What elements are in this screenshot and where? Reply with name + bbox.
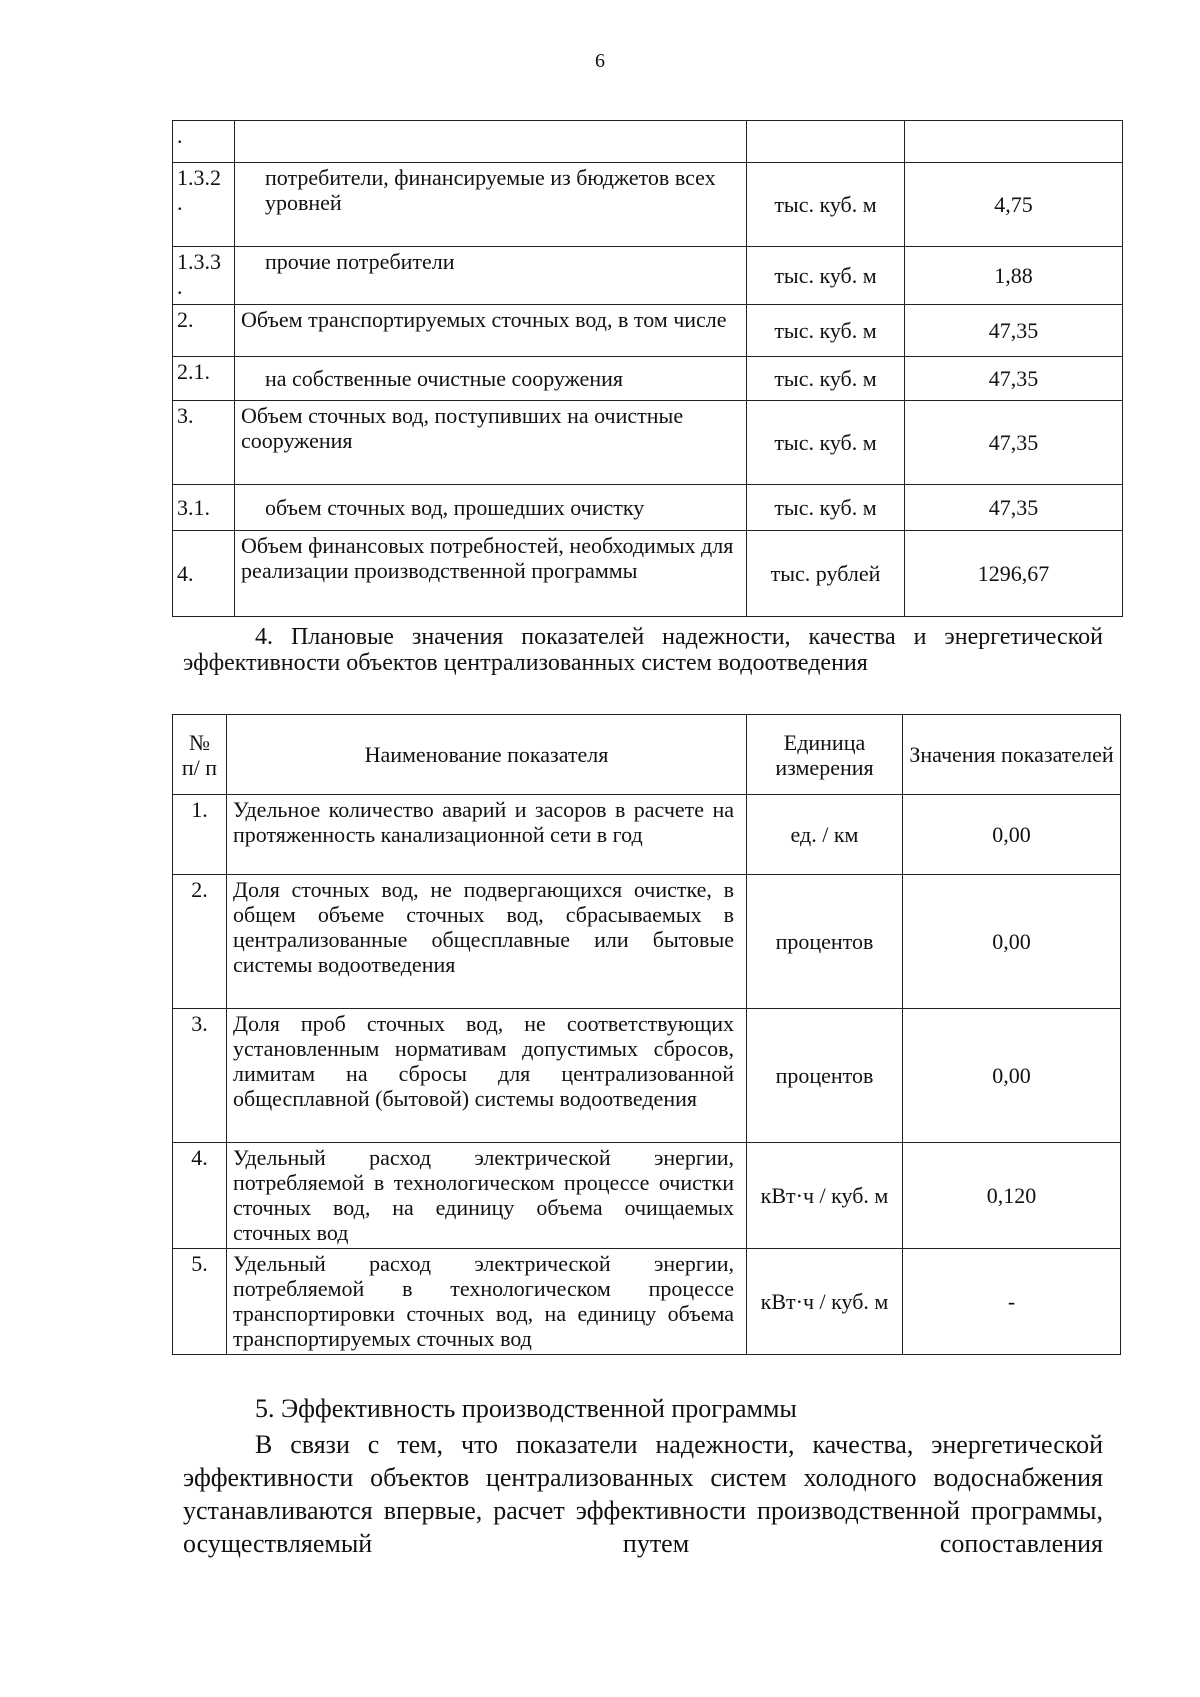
row-name: Удельное количество аварий и засоров в расчете на протяженность канализационной сети в год <box>227 795 747 875</box>
row-unit: тыс. куб. м <box>747 163 905 247</box>
table-row <box>173 795 1121 875</box>
table-header-row <box>173 715 1121 795</box>
row-unit: процентов <box>747 875 903 1009</box>
row-value: 1,88 <box>905 247 1123 305</box>
row-unit: тыс. куб. м <box>747 485 905 531</box>
row-name: объем сточных вод, прошедших очистку <box>235 485 747 531</box>
row-unit: тыс. куб. м <box>747 247 905 305</box>
table-row <box>173 1009 1121 1143</box>
row-value: 4,75 <box>905 163 1123 247</box>
table-row <box>173 305 1123 357</box>
row-value: 0,00 <box>903 1009 1121 1143</box>
row-value: 0,120 <box>903 1143 1121 1249</box>
row-value: 47,35 <box>905 401 1123 485</box>
row-number: 2. <box>173 305 235 357</box>
table-row <box>173 247 1123 305</box>
row-name: прочие потребители <box>235 247 747 305</box>
row-unit: кВт·ч / куб. м <box>747 1143 903 1249</box>
row-unit: процентов <box>747 1009 903 1143</box>
row-number: 4. <box>173 531 235 617</box>
row-value: 47,35 <box>905 357 1123 401</box>
row-number: . <box>173 121 235 163</box>
header-unit: Единица измерения <box>747 715 903 795</box>
row-unit: тыс. рублей <box>747 531 905 617</box>
table-row <box>173 1249 1121 1355</box>
row-number: 3.1. <box>173 485 235 531</box>
section-4-heading: 4. Плановые значения показателей надежности, качества и энергетической эффективности объектов централизованных систем водоотведения <box>183 624 1103 676</box>
row-name: Объем транспортируемых сточных вод, в том числе <box>235 305 747 357</box>
table-row <box>173 401 1123 485</box>
row-number: 4. <box>173 1143 227 1249</box>
row-value <box>905 121 1123 163</box>
row-name: потребители, финансируемые из бюджетов всех уровней <box>235 163 747 247</box>
row-value: 0,00 <box>903 795 1121 875</box>
row-number: 5. <box>173 1249 227 1355</box>
table-row <box>173 357 1123 401</box>
row-value: - <box>903 1249 1121 1355</box>
section-5-heading: 5. Эффективность производственной программы <box>255 1394 797 1423</box>
table-row <box>173 163 1123 247</box>
row-name: Удельный расход электрической энергии, потребляемой в технологическом процессе очистки сточных вод, на единицу объема очищаемых сточных вод <box>227 1143 747 1249</box>
row-number: 1. <box>173 795 227 875</box>
row-value: 47,35 <box>905 305 1123 357</box>
row-number: 3. <box>173 1009 227 1143</box>
row-number: 2.1. <box>173 357 235 401</box>
row-name: Доля проб сточных вод, не соответствующих установленным нормативам допустимых сбросов, лимитам на сбросы для централизованной общесплавной (бытовой) системы водоотведения <box>227 1009 747 1143</box>
row-unit: тыс. куб. м <box>747 357 905 401</box>
header-name: Наименование показателя <box>227 715 747 795</box>
table-row <box>173 875 1121 1009</box>
indicators-table <box>172 714 1121 1355</box>
section-5-paragraph: В связи с тем, что показатели надежности, качества, энергетической эффективности объектов централизованных систем холодного водоснабжения устанавливаются впервые, расчет эффективности производственной программы, осуществляемый путем сопоставления <box>183 1430 1103 1558</box>
row-value: 1296,67 <box>905 531 1123 617</box>
row-name: Объем сточных вод, поступивших на очистные сооружения <box>235 401 747 485</box>
row-number: 3. <box>173 401 235 485</box>
row-name: на собственные очистные сооружения <box>235 357 747 401</box>
row-name: Доля сточных вод, не подвергающихся очистке, в общем объеме сточных вод, сбрасываемых в централизованные общесплавные или бытовые системы водоотведения <box>227 875 747 1009</box>
table-row <box>173 531 1123 617</box>
row-name <box>235 121 747 163</box>
page-number: 6 <box>595 50 605 72</box>
row-unit: тыс. куб. м <box>747 401 905 485</box>
header-value: Значения показателей <box>903 715 1121 795</box>
row-name: Объем финансовых потребностей, необходимых для реализации производственной программы <box>235 531 747 617</box>
row-unit: тыс. куб. м <box>747 305 905 357</box>
row-value: 47,35 <box>905 485 1123 531</box>
table-row <box>173 121 1123 163</box>
row-number: 1.3.3 . <box>173 247 235 305</box>
row-unit: ед. / км <box>747 795 903 875</box>
row-name: Удельный расход электрической энергии, потребляемой в технологическом процессе транспортировки сточных вод, на единицу объема транспортируемых сточных вод <box>227 1249 747 1355</box>
production-program-table <box>172 120 1123 617</box>
table-row <box>173 1143 1121 1249</box>
row-value: 0,00 <box>903 875 1121 1009</box>
table-row <box>173 485 1123 531</box>
row-unit <box>747 121 905 163</box>
row-number: 2. <box>173 875 227 1009</box>
header-number: № п/ п <box>173 715 227 795</box>
row-number: 1.3.2 . <box>173 163 235 247</box>
row-unit: кВт·ч / куб. м <box>747 1249 903 1355</box>
